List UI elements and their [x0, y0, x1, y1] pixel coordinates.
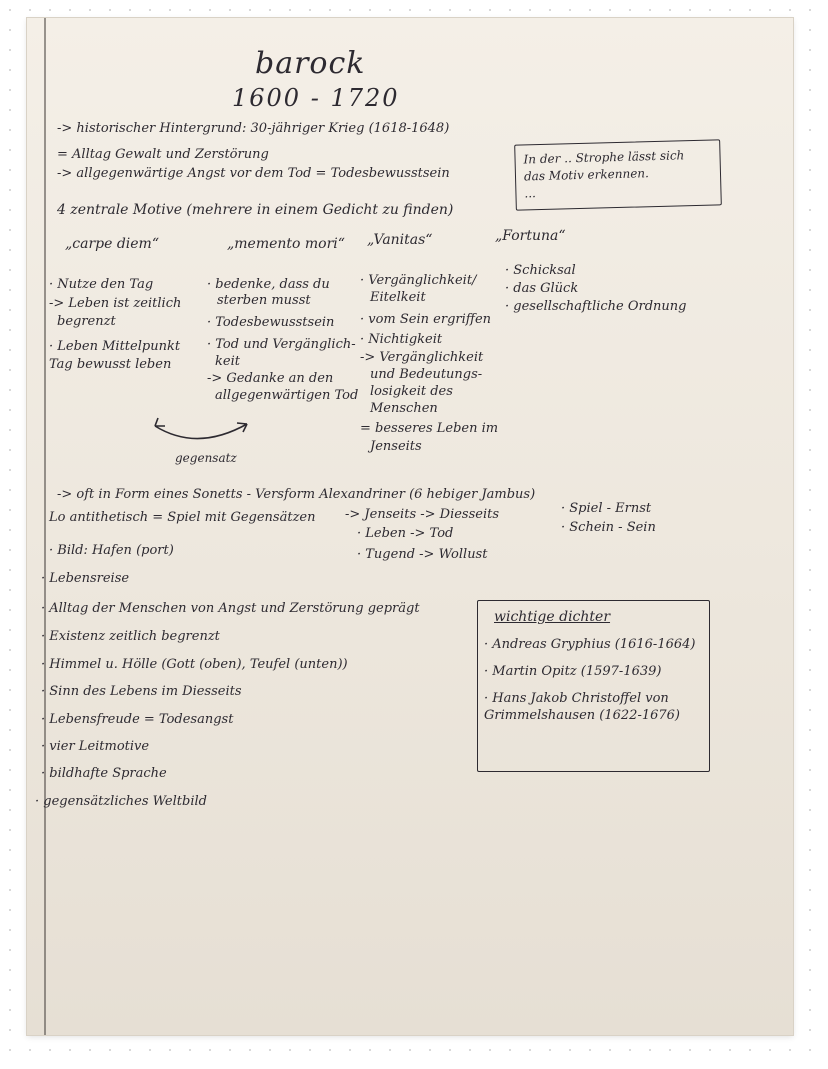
bullet-item: · Lebensfreude = Todesangst	[41, 712, 234, 727]
epoch-years: 1600 - 1720	[232, 84, 400, 112]
motif-line: · Nichtigkeit	[360, 332, 443, 347]
motif-line: · Nutze den Tag	[49, 277, 154, 292]
motif-line: · Schicksal	[505, 263, 576, 278]
motifs-heading: 4 zentrale Motive (mehrere in einem Gedicht zu finden)	[57, 202, 454, 218]
motif-line: und Bedeutungs-	[370, 367, 483, 382]
bullet-item: · vier Leitmotive	[41, 739, 150, 754]
motif-line: · Tod und Vergänglich-	[207, 337, 356, 352]
strophe-note-line-1: In der .. Strophe lässt sich	[523, 148, 685, 167]
poet-item: · Andreas Gryphius (1616-1664)	[484, 637, 696, 652]
bullet-item: · bildhafte Sprache	[41, 766, 167, 781]
poets-heading: wichtige dichter	[494, 609, 611, 625]
motif-line: Eitelkeit	[370, 290, 426, 305]
strophe-note-line-3: ...	[524, 186, 537, 201]
poet-item: · Hans Jakob Christoffel von	[484, 691, 669, 706]
motif-line: -> Vergänglichkeit	[360, 350, 484, 365]
bullet-item: · Existenz zeitlich begrenzt	[41, 629, 220, 644]
page-title: barock	[255, 46, 366, 81]
motif-vanitas-title: „Vanitas“	[367, 232, 433, 248]
motif-line: begrenzt	[57, 314, 116, 329]
motif-memento-mori-title: „memento mori“	[227, 236, 345, 252]
motif-line: sterben musst	[217, 293, 311, 308]
motif-line: -> Gedanke an den	[207, 371, 334, 386]
background-line-2: = Alltag Gewalt und Zerstörung	[57, 147, 269, 162]
motif-line: -> Leben ist zeitlich	[49, 296, 182, 311]
bullet-item: · Sinn des Lebens im Diesseits	[41, 684, 242, 699]
bullet-item: · Alltag der Menschen von Angst und Zerstörung geprägt	[41, 601, 420, 616]
motif-fortuna-title: „Fortuna“	[495, 228, 566, 244]
motif-line: Jenseits	[370, 439, 422, 454]
background-line-3: -> allgegenwärtige Angst vor dem Tod = Todesbewusstsein	[57, 166, 450, 181]
motif-line: · Todesbewusstsein	[207, 315, 335, 330]
poet-item: · Martin Opitz (1597-1639)	[484, 664, 662, 679]
opposition-label: gegensatz	[175, 451, 237, 465]
antithesis-pair: -> Jenseits -> Diesseits	[345, 507, 500, 522]
motif-line: losigkeit des	[370, 384, 453, 399]
antithesis-pair: · Tugend -> Wollust	[357, 547, 488, 562]
bullet-item: · Himmel u. Hölle (Gott (oben), Teufel (unten))	[41, 657, 348, 672]
motif-line: · gesellschaftliche Ordnung	[505, 299, 687, 314]
motif-line: · vom Sein ergriffen	[360, 312, 492, 327]
background-line-1: -> historischer Hintergrund: 30-jähriger Krieg (1618-1648)	[57, 121, 450, 136]
bullet-item: · Bild: Hafen (port)	[49, 543, 174, 558]
poets-box	[477, 600, 710, 772]
poet-item: Grimmelshausen (1622-1676)	[484, 708, 681, 723]
form-line-1: -> oft in Form eines Sonetts - Versform Alexandriner (6 hebiger Jambus)	[57, 487, 536, 502]
motif-line: Tag bewusst leben	[49, 357, 172, 372]
motif-line: Menschen	[370, 401, 438, 416]
margin-line	[44, 18, 46, 1035]
motif-line: · Vergänglichkeit/	[360, 273, 477, 288]
motif-line: keit	[215, 354, 240, 369]
motif-line: · Leben Mittelpunkt	[49, 339, 181, 354]
motif-line: = besseres Leben im	[360, 421, 499, 436]
antithesis-pair: · Schein - Sein	[561, 520, 656, 535]
motif-line: · bedenke, dass du	[207, 277, 330, 292]
bullet-item: · Lebensreise	[41, 571, 130, 586]
notebook-page	[27, 18, 793, 1035]
bullet-item: · gegensätzliches Weltbild	[35, 794, 207, 809]
motif-line: allgegenwärtigen Tod	[215, 388, 359, 403]
motif-carpe-diem-title: „carpe diem“	[65, 236, 159, 252]
form-line-2: Lo antithetisch = Spiel mit Gegensätzen	[49, 510, 316, 525]
antithesis-pair: · Spiel - Ernst	[561, 501, 652, 516]
antithesis-pair: · Leben -> Tod	[357, 526, 454, 541]
strophe-note-box	[514, 139, 722, 210]
motif-line: · das Glück	[505, 281, 579, 296]
strophe-note-line-2: das Motiv erkennen.	[523, 166, 650, 184]
